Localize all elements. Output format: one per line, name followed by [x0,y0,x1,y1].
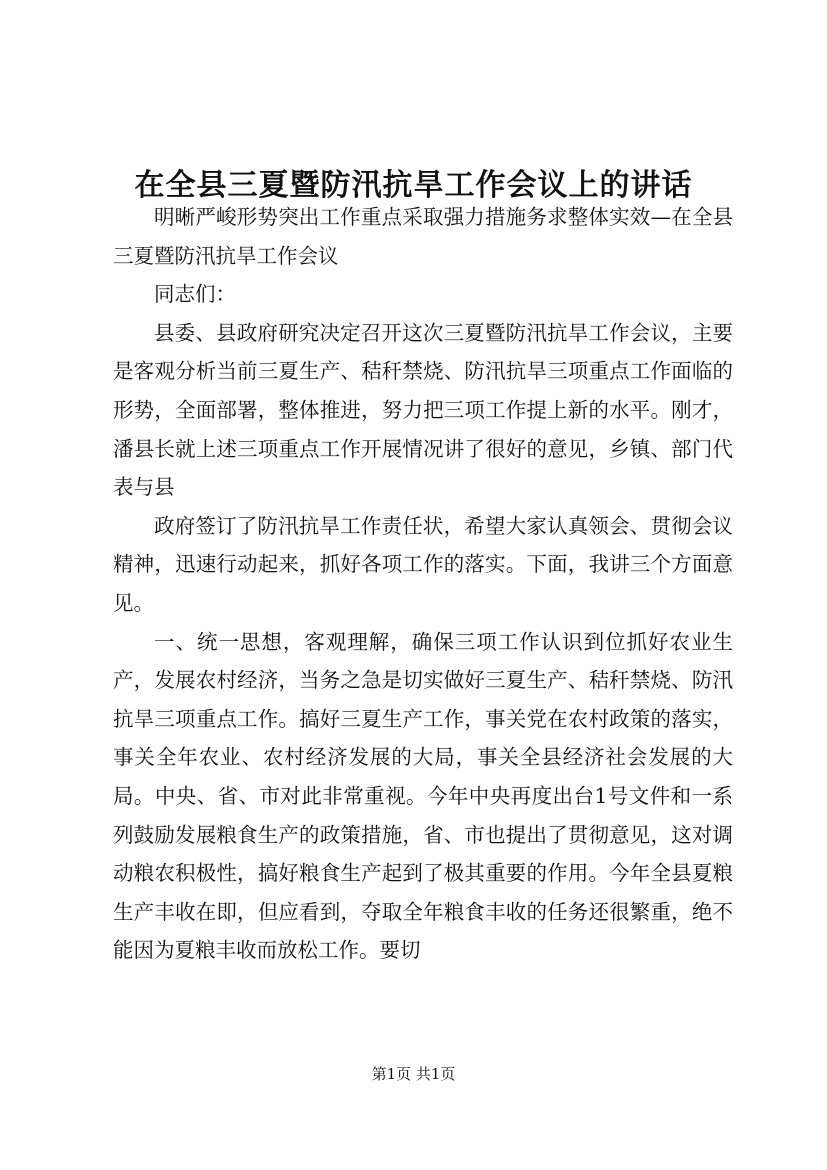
body-paragraph: 一、统一思想，客观理解，确保三项工作认识到位抓好农业生产，发展农村经济，当务之急是切实做好三夏生产、秸秆禁烧、防汛抗旱三项重点工作。搞好三夏生产工作，事关党在农村政策的落实，事关全年农业、农村经济发展的大局，事关全县经济社会发展的大局。中央、省、市对此非常重视。今年中央再度出台1号文件和一系列鼓励发展粮食生产的政策措施，省、市也提出了贯彻意见，这对调动粮农积极性，搞好粮食生产起到了极其重要的作用。今年全县夏粮生产丰收在即，但应看到，夺取全年粮食丰收的任务还很繁重，绝不能因为夏粮丰收而放松工作。要切 [113,629,733,963]
document-title: 在全县三夏暨防汛抗旱工作会议上的讲话 [134,168,693,204]
page-footer [0,1064,827,1084]
body-paragraph: 政府签订了防汛抗旱工作责任状，希望大家认真领会、贯彻会议精神，迅速行动起来，抓好各项工作的落实。下面，我讲三个方面意见。 [113,513,733,615]
salutation-paragraph: 同志们： [154,282,236,307]
subtitle-paragraph: 明晰严峻形势突出工作重点采取强力措施务求整体实效—在全县三夏暨防汛抗旱工作会议 [113,205,733,268]
document-body [113,198,733,970]
page-number: 第1页 共1页 [371,1065,456,1083]
body-paragraph: 县委、县政府研究决定召开这次三夏暨防汛抗旱工作会议，主要是客观分析当前三夏生产、秸秆禁烧、防汛抗旱三项重点工作面临的形势，全面部署，整体推进，努力把三项工作提上新的水平。刚才，潘县长就上述三项重点工作开展情况讲了很好的意见，乡镇、部门代表与县 [113,320,733,500]
